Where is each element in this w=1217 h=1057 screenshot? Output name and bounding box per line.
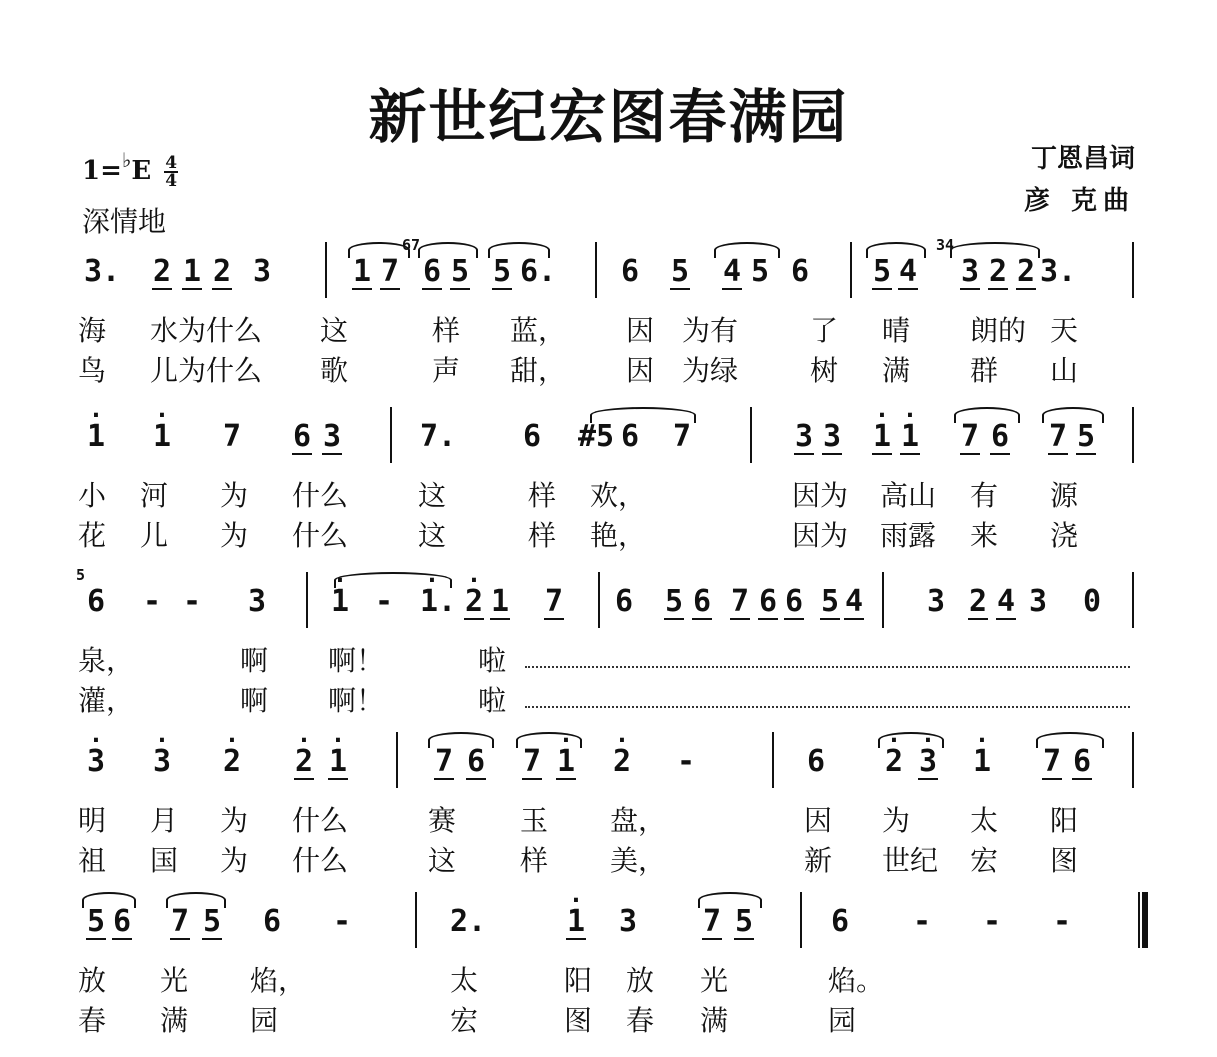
note: · 1: [554, 740, 578, 784]
slur: [428, 732, 494, 748]
note: 6: [690, 580, 714, 624]
note: · 2: [220, 740, 244, 784]
note: -: [332, 904, 352, 939]
lyric-syllable: 放: [78, 964, 107, 997]
lyric-syllable: 啊！: [328, 644, 385, 677]
note: 2: [986, 250, 1010, 294]
tempo-marking: 深情地: [82, 205, 167, 238]
lyric-syllable: 这: [428, 844, 457, 877]
lyric-syllable: 小: [78, 479, 107, 512]
note: 7: [432, 740, 456, 784]
lyric-syllable: 高山: [880, 479, 937, 512]
note: 3: [618, 904, 638, 939]
note: 3.: [84, 254, 121, 289]
note: 3: [792, 415, 816, 459]
note: · 1: [84, 415, 108, 459]
note: 3.: [1040, 254, 1077, 289]
lyric-line-1: [70, 962, 1150, 1000]
lyric-syllable: 花: [78, 519, 107, 552]
lyric-syllable: 焰，: [250, 964, 307, 997]
lyric-syllable: 玉: [520, 804, 549, 837]
note: 7: [672, 419, 692, 454]
note-row: [70, 740, 1150, 784]
lyric-syllable: 灌，: [78, 684, 135, 717]
lyric-syllable: 为: [882, 804, 911, 837]
note: 6: [620, 254, 640, 289]
composer-credit: 彦 克曲: [1023, 186, 1135, 216]
slur: [488, 242, 550, 258]
note: -: [912, 904, 932, 939]
note: · 1: [150, 415, 174, 459]
lyric-syllable: 雨露: [880, 519, 937, 552]
lyric-syllable: 春: [626, 1004, 655, 1037]
lyric-syllable: 阳: [564, 964, 593, 997]
note: 5: [870, 250, 894, 294]
bar-line: [396, 732, 398, 788]
lyric-syllable: 美，: [610, 844, 667, 877]
bar-line: [390, 407, 392, 463]
bar-line: [800, 892, 802, 948]
lyric-syllable: 艳，: [590, 519, 647, 552]
note: 5: [200, 900, 224, 944]
lyric-syllable: 河: [140, 479, 169, 512]
lyric-syllable: 什么: [292, 519, 349, 552]
note: 1: [350, 250, 374, 294]
lyric-syllable: 明: [78, 804, 107, 837]
lyric-syllable: 树: [810, 354, 839, 387]
note: 2.: [450, 904, 487, 939]
lyric-syllable: 满: [882, 354, 911, 387]
note: 7: [378, 250, 402, 294]
note: 5: [490, 250, 514, 294]
note: 3: [926, 584, 946, 619]
slur: [516, 732, 582, 748]
lyric-line-1: [70, 312, 1150, 350]
note: 4: [842, 580, 866, 624]
note: 3: [320, 415, 344, 459]
note: 2: [966, 580, 990, 624]
lyric-syllable: 泉，: [78, 644, 135, 677]
note: 6: [830, 904, 850, 939]
bar-line: [325, 242, 327, 298]
lyric-syllable: 啊！: [328, 684, 385, 717]
note-row: [70, 900, 1150, 944]
note: · 1: [326, 740, 350, 784]
lyric-syllable: 鸟: [78, 354, 107, 387]
lyric-syllable: 园: [250, 1004, 279, 1037]
slur: [334, 572, 452, 588]
note: 3: [958, 250, 982, 294]
lyricist-credit: 丁恩昌词: [1030, 144, 1135, 174]
lyric-syllable: 图: [1050, 844, 1079, 877]
slur: [714, 242, 780, 258]
note: · 3: [84, 740, 108, 784]
slur: [878, 732, 944, 748]
lyric-syllable: 祖: [78, 844, 107, 877]
bar-line: [1138, 892, 1140, 948]
lyric-syllable: 儿: [140, 519, 169, 552]
note: #5: [578, 419, 615, 454]
flat-sign: ♭: [121, 148, 132, 172]
lyric-syllable: 放: [626, 964, 655, 997]
lyric-syllable: 海: [78, 314, 107, 347]
note: -: [676, 744, 696, 779]
note: -: [374, 584, 394, 619]
lyric-syllable: 光: [160, 964, 189, 997]
lyric-syllable: 儿为什么: [150, 354, 263, 387]
note: 1: [488, 580, 512, 624]
lyric-line-2: [70, 517, 1150, 555]
note: 5: [84, 900, 108, 944]
note: 6: [756, 580, 780, 624]
lyric-line-2: [70, 1002, 1150, 1040]
lyric-line-1: [70, 477, 1150, 515]
lyric-syllable: 样: [528, 519, 557, 552]
note: 6.: [520, 254, 557, 289]
lyric-syllable: 满: [700, 1004, 729, 1037]
note: 0: [1082, 584, 1102, 619]
lyric-syllable: 为: [220, 844, 249, 877]
lyric-syllable: 世纪: [882, 844, 939, 877]
note: 3: [252, 254, 272, 289]
bar-line: [598, 572, 600, 628]
lyric-syllable: 啊: [240, 644, 269, 677]
lyric-syllable: 图: [564, 1004, 593, 1037]
slur: [1036, 732, 1104, 748]
lyric-syllable: 因为: [792, 479, 849, 512]
lyric-line-1: [70, 802, 1150, 840]
lyric-syllable: 新: [804, 844, 833, 877]
lyric-syllable: 啦: [478, 644, 507, 677]
note: · 3: [150, 740, 174, 784]
lyric-syllable: 赛: [428, 804, 457, 837]
note: 6: [614, 584, 634, 619]
note: -: [142, 584, 162, 619]
slur: [950, 242, 1040, 258]
note: 6: [290, 415, 314, 459]
song-title: 新世纪宏图春满园: [368, 83, 849, 151]
lyric-syllable: 为: [220, 479, 249, 512]
note: 7: [700, 900, 724, 944]
note: -: [182, 584, 202, 619]
grace-notes: 67: [402, 236, 421, 254]
lyric-syllable: 蓝，: [510, 314, 567, 347]
lyric-syllable: 声: [432, 354, 461, 387]
note: 6: [1070, 740, 1094, 784]
note: · 1: [898, 415, 922, 459]
note: 6: [522, 419, 542, 454]
key-note: E: [131, 156, 152, 186]
note: 4: [994, 580, 1018, 624]
note: 5: [750, 254, 770, 289]
lyric-syllable: 晴: [882, 314, 911, 347]
note-row: [70, 236, 1150, 294]
slur: [866, 242, 926, 258]
lyric-syllable: 因: [626, 354, 655, 387]
note: 7: [222, 419, 242, 454]
lyric-syllable: 盘，: [610, 804, 667, 837]
lyric-syllable: 群: [970, 354, 999, 387]
lyric-syllable: 这: [320, 314, 349, 347]
note: · 1: [870, 415, 894, 459]
note: · 2: [462, 580, 486, 624]
lyric-syllable: 样: [432, 314, 461, 347]
slur: [348, 242, 410, 258]
lyric-syllable: 月: [150, 804, 179, 837]
lyric-syllable: 朗的: [970, 314, 1027, 347]
lyric-syllable: 山: [1050, 354, 1079, 387]
lyric-syllable: 有: [970, 479, 999, 512]
lyric-line-2: [70, 842, 1150, 880]
note: · 1.: [420, 580, 444, 624]
lyric-syllable: 样: [520, 844, 549, 877]
lyric-syllable: 源: [1050, 479, 1079, 512]
note: 3: [1028, 584, 1048, 619]
bar-line: [772, 732, 774, 788]
note: 7: [168, 900, 192, 944]
key-prefix: 1=: [82, 156, 122, 186]
note-row: [70, 415, 1150, 459]
lyric-syllable: 这: [418, 519, 447, 552]
note: 4: [896, 250, 920, 294]
lyric-syllable: 因: [804, 804, 833, 837]
note: -: [982, 904, 1002, 939]
bar-line: [1132, 407, 1134, 463]
note: 7: [1046, 415, 1070, 459]
note: 6: [988, 415, 1012, 459]
note: 6: [782, 580, 806, 624]
lyric-syllable: 欢，: [590, 479, 647, 512]
note: · 2: [882, 740, 906, 784]
lyric-syllable: 什么: [292, 844, 349, 877]
final-bar-line: [1142, 892, 1148, 948]
lyric-line-2: [70, 682, 1150, 720]
lyric-syllable: 宏: [970, 844, 999, 877]
key-signature: [82, 148, 178, 189]
note: 6: [620, 419, 640, 454]
slur: [166, 892, 226, 908]
note: 5: [732, 900, 756, 944]
lyric-syllable: 什么: [292, 479, 349, 512]
note: 4: [720, 250, 744, 294]
note: 6: [464, 740, 488, 784]
note: 2: [1014, 250, 1038, 294]
lyric-line-2: [70, 352, 1150, 390]
note: 6: [262, 904, 282, 939]
note: 7.: [420, 419, 457, 454]
lyric-syllable: 这: [418, 479, 447, 512]
melisma-dotted-line: [525, 706, 1130, 708]
note: 7: [520, 740, 544, 784]
lyric-syllable: 啊: [240, 684, 269, 717]
slur: [698, 892, 762, 908]
lyric-syllable: 歌: [320, 354, 349, 387]
note: 5: [668, 250, 692, 294]
lyric-syllable: 为有: [682, 314, 739, 347]
bar-line: [1132, 242, 1134, 298]
lyric-syllable: 园: [828, 1004, 857, 1037]
note: 1: [180, 250, 204, 294]
note: 7: [958, 415, 982, 459]
lyric-syllable: 满: [160, 1004, 189, 1037]
slur: [1042, 407, 1104, 423]
lyric-syllable: 啦: [478, 684, 507, 717]
lyric-syllable: 水为什么: [150, 314, 263, 347]
bar-line: [1132, 732, 1134, 788]
lyric-syllable: 光: [700, 964, 729, 997]
lyric-syllable: 来: [970, 519, 999, 552]
grace-notes: 34: [936, 236, 955, 254]
note: 5: [818, 580, 842, 624]
lyric-syllable: 什么: [292, 804, 349, 837]
lyric-syllable: 太: [970, 804, 999, 837]
bar-line: [1132, 572, 1134, 628]
note: 6: [806, 744, 826, 779]
note: 5: [1074, 415, 1098, 459]
lyric-syllable: 阳: [1050, 804, 1079, 837]
note: -: [1052, 904, 1072, 939]
note: · 1: [328, 580, 352, 624]
bar-line: [306, 572, 308, 628]
lyric-syllable: 为: [220, 804, 249, 837]
grace-notes: 5: [76, 566, 86, 584]
lyric-line-1: [70, 642, 1150, 680]
note: 2: [150, 250, 174, 294]
slur: [82, 892, 136, 908]
note: · 3: [916, 740, 940, 784]
note: 5: [662, 580, 686, 624]
bar-line: [882, 572, 884, 628]
lyric-syllable: 因: [626, 314, 655, 347]
note: 6: [110, 900, 134, 944]
note: 7: [1040, 740, 1064, 784]
lyric-syllable: 浇: [1050, 519, 1079, 552]
note: 6: [86, 584, 106, 619]
lyric-syllable: 因为: [792, 519, 849, 552]
slur: [418, 242, 478, 258]
bar-line: [595, 242, 597, 298]
bar-line: [850, 242, 852, 298]
note: 6: [420, 250, 444, 294]
time-signature: [164, 155, 178, 189]
bar-line: [415, 892, 417, 948]
lyric-syllable: 甜，: [510, 354, 567, 387]
meter-bottom: 4: [165, 171, 178, 191]
note: 5: [448, 250, 472, 294]
lyric-syllable: 宏: [450, 1004, 479, 1037]
note: 2: [210, 250, 234, 294]
note: · 2: [610, 740, 634, 784]
lyric-syllable: 国: [150, 844, 179, 877]
slur: [954, 407, 1020, 423]
note: 3: [247, 584, 267, 619]
lyric-syllable: 样: [528, 479, 557, 512]
lyric-syllable: 了: [810, 314, 839, 347]
lyric-syllable: 天: [1050, 314, 1079, 347]
note: · 1: [564, 900, 588, 944]
note: · 2: [292, 740, 316, 784]
lyric-syllable: 为绿: [682, 354, 739, 387]
note: · 1: [970, 740, 994, 784]
lyric-syllable: 为: [220, 519, 249, 552]
lyric-syllable: 太: [450, 964, 479, 997]
note: 7: [728, 580, 752, 624]
note: 7: [542, 580, 566, 624]
note: 6: [790, 254, 810, 289]
bar-line: [750, 407, 752, 463]
lyric-syllable: 春: [78, 1004, 107, 1037]
melisma-dotted-line: [525, 666, 1130, 668]
slur: [590, 407, 696, 423]
note: 3: [820, 415, 844, 459]
lyric-syllable: 焰。: [828, 964, 885, 997]
note-row: [70, 566, 1150, 624]
meter-top: 4: [165, 153, 178, 173]
